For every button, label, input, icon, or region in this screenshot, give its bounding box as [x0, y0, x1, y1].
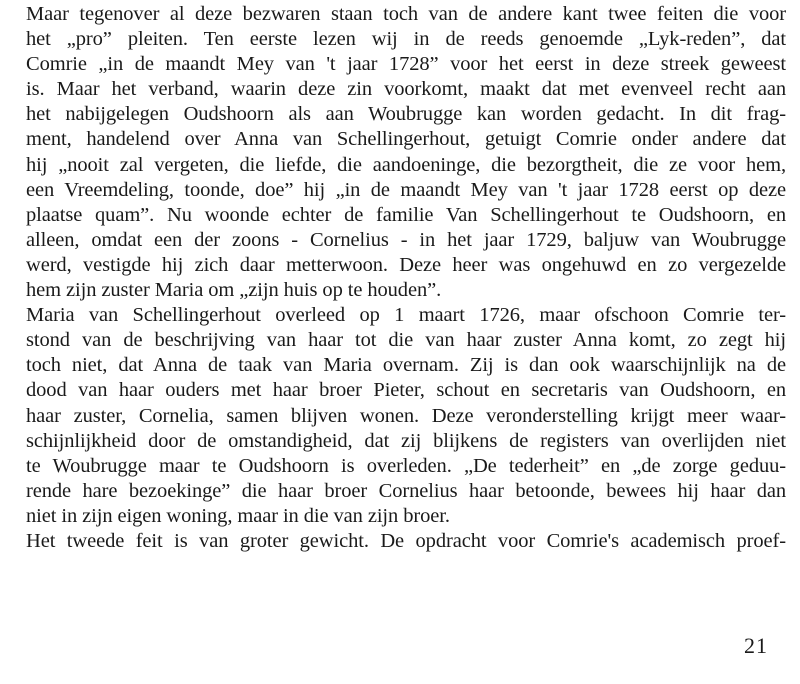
text-line: hem zijn zuster Maria om „zijn huis op te houden”.: [26, 279, 442, 302]
text-line: plaatse quam”. Nu woonde echter de familie Van Schellingerhout te Oudshoorn, en: [26, 203, 786, 226]
text-line: werd, vestigde hij zich daar metterwoon. Deze heer was ongehuwd en zo vergezelde: [26, 253, 786, 276]
text-line: Comrie „in de maandt Mey van 't jaar 1728” voor het eerst in deze streek geweest: [26, 53, 786, 76]
page-number: 21: [744, 633, 768, 658]
text-line: Maar tegenover al deze bezwaren staan toch van de andere kant twee feiten die voor: [26, 3, 786, 25]
text-line: rende hare bezoekinge” die haar broer Cornelius haar betoonde, bewees hij haar dan: [26, 479, 786, 502]
text-line: dood van haar ouders met haar broer Pieter, schout en secretaris van Oudshoorn, en: [26, 379, 786, 402]
text-line: Maria van Schellingerhout overleed op 1 maart 1726, maar ofschoon Comrie ter-: [26, 304, 786, 327]
text-line: het nabijgelegen Oudshoorn als aan Woubrugge kan worden gedacht. In dit frag-: [26, 103, 786, 126]
text-line: Het tweede feit is van groter gewicht. De opdracht voor Comrie's academisch proef-: [26, 529, 786, 552]
body-text: [26, 2, 786, 554]
text-line: is. Maar het verband, waarin deze zin voorkomt, maakt dat met evenveel recht aan: [26, 78, 786, 101]
text-line: een Vreemdeling, toonde, doe” hij „in de maandt Mey van 't jaar 1728 eerst op deze: [26, 178, 786, 201]
text-line: haar zuster, Cornelia, samen blijven wonen. Deze veronderstelling krijgt meer waar-: [26, 404, 786, 427]
text-line: te Woubrugge maar te Oudshoorn is overleden. „De tederheit” en „de zorge geduu-: [26, 454, 786, 477]
text-line: toch niet, dat Anna de taak van Maria overnam. Zij is dan ook waarschijnlijk na de: [26, 354, 786, 377]
text-line: niet in zijn eigen woning, maar in die van zijn broer.: [26, 504, 450, 527]
text-line: het „pro” pleiten. Ten eerste lezen wij in de reeds genoemde „Lyk-reden”, dat: [26, 28, 786, 51]
text-line: schijnlijkheid door de omstandigheid, dat zij blijkens de registers van overlijden niet: [26, 429, 786, 452]
text-line: stond van de beschrijving van haar tot die van haar zuster Anna komt, zo zegt hij: [26, 329, 786, 352]
text-line: hij „nooit zal vergeten, die liefde, die aandoeninge, die bezorgtheit, die ze voor hem,: [26, 153, 786, 176]
text-line: alleen, omdat een der zoons - Cornelius - in het jaar 1729, baljuw van Woubrugge: [26, 228, 786, 251]
text-line: ment, handelend over Anna van Schellingerhout, getuigt Comrie onder andere dat: [26, 128, 786, 151]
